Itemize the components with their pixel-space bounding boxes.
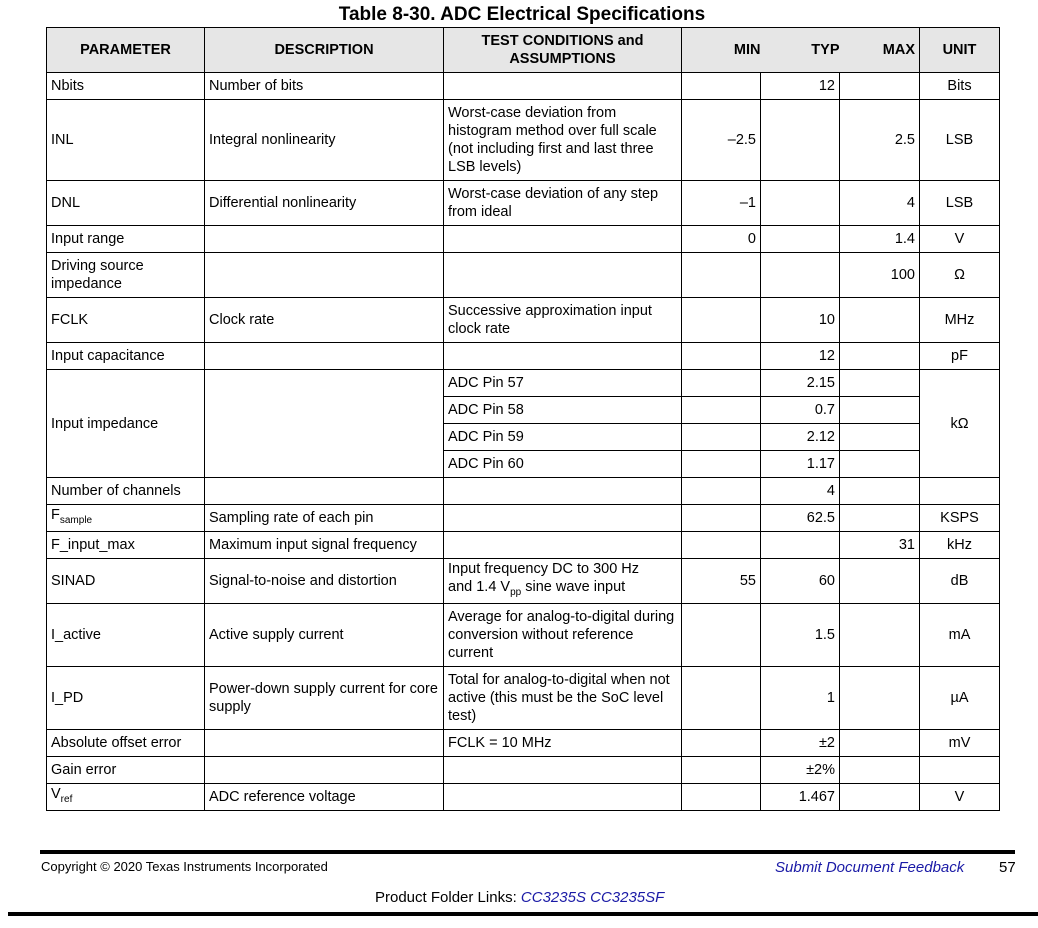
cell-desc: Sampling rate of each pin — [205, 505, 444, 532]
table-row — [47, 532, 1000, 559]
cell-unit: LSB — [920, 181, 1000, 226]
header-description: DESCRIPTION — [205, 28, 444, 73]
footer-divider-top — [40, 850, 1015, 854]
table-row — [47, 298, 1000, 343]
cell-min — [682, 73, 761, 100]
cell-min — [682, 784, 761, 811]
cell-test: ADC Pin 57 — [444, 370, 682, 397]
cell-max — [840, 343, 920, 370]
cell-typ: 62.5 — [761, 505, 840, 532]
cell-max — [840, 397, 920, 424]
cell-param: Nbits — [47, 73, 205, 100]
cell-typ: 1.5 — [761, 604, 840, 667]
cell-desc — [205, 478, 444, 505]
cell-min — [682, 397, 761, 424]
cell-test — [444, 784, 682, 811]
cell-unit: dB — [920, 559, 1000, 604]
cell-test: ADC Pin 59 — [444, 424, 682, 451]
table-row — [47, 253, 1000, 298]
cell-typ: 12 — [761, 73, 840, 100]
cell-test: Worst-case deviation of any step from ideal — [444, 181, 682, 226]
table-row — [47, 667, 1000, 730]
table-row — [47, 505, 1000, 532]
cell-max — [840, 298, 920, 343]
cell-desc — [205, 370, 444, 478]
cell-max: 1.4 — [840, 226, 920, 253]
cell-max: 4 — [840, 181, 920, 226]
cell-desc: Active supply current — [205, 604, 444, 667]
cell-typ: 1 — [761, 667, 840, 730]
cell-max — [840, 604, 920, 667]
header-test-conditions — [444, 28, 682, 73]
cell-unit: V — [920, 226, 1000, 253]
product-folder-label: Product Folder Links: — [375, 889, 521, 906]
product-links[interactable]: CC3235S CC3235SF — [520, 889, 665, 906]
cell-desc — [205, 253, 444, 298]
cell-min — [682, 253, 761, 298]
cell-desc — [205, 343, 444, 370]
test-pre: and 1.4 V — [448, 579, 511, 595]
cell-max — [840, 73, 920, 100]
cell-param — [47, 505, 205, 532]
cell-desc — [205, 730, 444, 757]
param-main: F — [51, 507, 60, 523]
cell-min — [682, 370, 761, 397]
cell-test: Total for analog-to-digital when not active (this must be the SoC level test) — [444, 667, 682, 730]
cell-test — [444, 757, 682, 784]
cell-min: 55 — [682, 559, 761, 604]
header-unit: UNIT — [920, 28, 1000, 73]
table-row — [47, 73, 1000, 100]
header-test-line1: TEST CONDITIONS and — [481, 33, 644, 49]
cell-test — [444, 343, 682, 370]
cell-max — [840, 784, 920, 811]
cell-typ: 2.15 — [761, 370, 840, 397]
table-row — [47, 784, 1000, 811]
cell-unit: mV — [920, 730, 1000, 757]
test-post: sine wave input — [521, 579, 626, 595]
cell-param: I_PD — [47, 667, 205, 730]
cell-typ — [761, 100, 840, 181]
cell-max: 100 — [840, 253, 920, 298]
cell-desc — [205, 226, 444, 253]
cell-desc — [205, 757, 444, 784]
cell-min: –1 — [682, 181, 761, 226]
table-row — [47, 370, 1000, 397]
cell-test — [444, 73, 682, 100]
cell-min — [682, 343, 761, 370]
param-subscript: ref — [60, 794, 73, 805]
cell-desc: Number of bits — [205, 73, 444, 100]
cell-unit: kΩ — [920, 370, 1000, 478]
cell-typ: 10 — [761, 298, 840, 343]
cell-max — [840, 424, 920, 451]
cell-typ: ±2 — [761, 730, 840, 757]
cell-max — [840, 505, 920, 532]
cell-min — [682, 505, 761, 532]
cell-test: Successive approximation input clock rate — [444, 298, 682, 343]
cell-min — [682, 424, 761, 451]
table-row — [47, 181, 1000, 226]
submit-feedback-link[interactable]: Submit Document Feedback — [775, 859, 965, 876]
cell-test — [444, 532, 682, 559]
cell-min: –2.5 — [682, 100, 761, 181]
test-subscript: pp — [510, 587, 522, 598]
cell-unit: Ω — [920, 253, 1000, 298]
cell-unit: kHz — [920, 532, 1000, 559]
cell-typ: 12 — [761, 343, 840, 370]
cell-unit — [920, 478, 1000, 505]
cell-test — [444, 559, 682, 604]
cell-param: Input range — [47, 226, 205, 253]
table-row — [47, 343, 1000, 370]
cell-test: ADC Pin 58 — [444, 397, 682, 424]
cell-max — [840, 757, 920, 784]
cell-min — [682, 730, 761, 757]
table-title: Table 8-30. ADC Electrical Specifications — [338, 4, 706, 25]
cell-min — [682, 478, 761, 505]
cell-max — [840, 730, 920, 757]
cell-unit: Bits — [920, 73, 1000, 100]
test-line2 — [448, 578, 677, 602]
cell-param: Input impedance — [47, 370, 205, 478]
header-min: MIN — [682, 28, 761, 73]
cell-unit — [920, 757, 1000, 784]
cell-param: INL — [47, 100, 205, 181]
cell-param: FCLK — [47, 298, 205, 343]
cell-param: I_active — [47, 604, 205, 667]
cell-max: 2.5 — [840, 100, 920, 181]
cell-desc: Differential nonlinearity — [205, 181, 444, 226]
cell-desc: Signal-to-noise and distortion — [205, 559, 444, 604]
header-typ: TYP — [761, 28, 840, 73]
cell-desc: ADC reference voltage — [205, 784, 444, 811]
footer-divider-bottom — [8, 912, 1038, 916]
cell-typ: 1.467 — [761, 784, 840, 811]
cell-typ: 0.7 — [761, 397, 840, 424]
page-number: 57 — [999, 859, 1016, 876]
cell-param: F_input_max — [47, 532, 205, 559]
cell-param: SINAD — [47, 559, 205, 604]
cell-unit: µA — [920, 667, 1000, 730]
cell-min — [682, 451, 761, 478]
cell-max — [840, 451, 920, 478]
cell-max — [840, 370, 920, 397]
param-main: V — [51, 786, 61, 802]
cell-min — [682, 298, 761, 343]
table-row — [47, 559, 1000, 604]
header-parameter: PARAMETER — [47, 28, 205, 73]
cell-desc: Maximum input signal frequency — [205, 532, 444, 559]
table-row — [47, 604, 1000, 667]
cell-unit: V — [920, 784, 1000, 811]
cell-max — [840, 559, 920, 604]
cell-max — [840, 478, 920, 505]
cell-typ — [761, 226, 840, 253]
header-max: MAX — [840, 28, 920, 73]
cell-unit: MHz — [920, 298, 1000, 343]
cell-test: Average for analog-to-digital during conversion without reference current — [444, 604, 682, 667]
header-row — [47, 28, 1000, 73]
cell-min: 0 — [682, 226, 761, 253]
copyright-text: Copyright © 2020 Texas Instruments Incorporated — [41, 859, 328, 874]
cell-param: Driving source impedance — [47, 253, 205, 298]
cell-typ: 4 — [761, 478, 840, 505]
cell-param: Absolute offset error — [47, 730, 205, 757]
cell-unit: mA — [920, 604, 1000, 667]
cell-typ: ±2% — [761, 757, 840, 784]
cell-desc: Clock rate — [205, 298, 444, 343]
cell-typ: 1.17 — [761, 451, 840, 478]
cell-max — [840, 667, 920, 730]
table-row — [47, 757, 1000, 784]
table-row — [47, 226, 1000, 253]
cell-typ: 2.12 — [761, 424, 840, 451]
cell-param: Gain error — [47, 757, 205, 784]
cell-param: Input capacitance — [47, 343, 205, 370]
product-folder-links — [375, 889, 664, 906]
cell-desc: Integral nonlinearity — [205, 100, 444, 181]
cell-typ — [761, 532, 840, 559]
cell-typ — [761, 181, 840, 226]
cell-test: ADC Pin 60 — [444, 451, 682, 478]
cell-param: DNL — [47, 181, 205, 226]
cell-test — [444, 253, 682, 298]
test-line1: Input frequency DC to 300 Hz — [448, 561, 640, 577]
cell-param — [47, 784, 205, 811]
cell-max: 31 — [840, 532, 920, 559]
cell-test: FCLK = 10 MHz — [444, 730, 682, 757]
cell-test — [444, 478, 682, 505]
cell-unit: LSB — [920, 100, 1000, 181]
cell-test: Worst-case deviation from histogram method over full scale (not including first and last three LSB levels) — [444, 100, 682, 181]
adc-spec-table — [46, 27, 1000, 811]
cell-min — [682, 667, 761, 730]
cell-unit: pF — [920, 343, 1000, 370]
cell-typ — [761, 253, 840, 298]
cell-typ: 60 — [761, 559, 840, 604]
cell-min — [682, 604, 761, 667]
header-test-line2: ASSUMPTIONS — [509, 51, 616, 67]
cell-test — [444, 226, 682, 253]
cell-min — [682, 757, 761, 784]
cell-unit: KSPS — [920, 505, 1000, 532]
table-row — [47, 478, 1000, 505]
cell-min — [682, 532, 761, 559]
param-subscript: sample — [59, 515, 93, 526]
cell-test — [444, 505, 682, 532]
table-row — [47, 730, 1000, 757]
cell-param: Number of channels — [47, 478, 205, 505]
table-row — [47, 100, 1000, 181]
cell-desc: Power-down supply current for core supply — [205, 667, 444, 730]
